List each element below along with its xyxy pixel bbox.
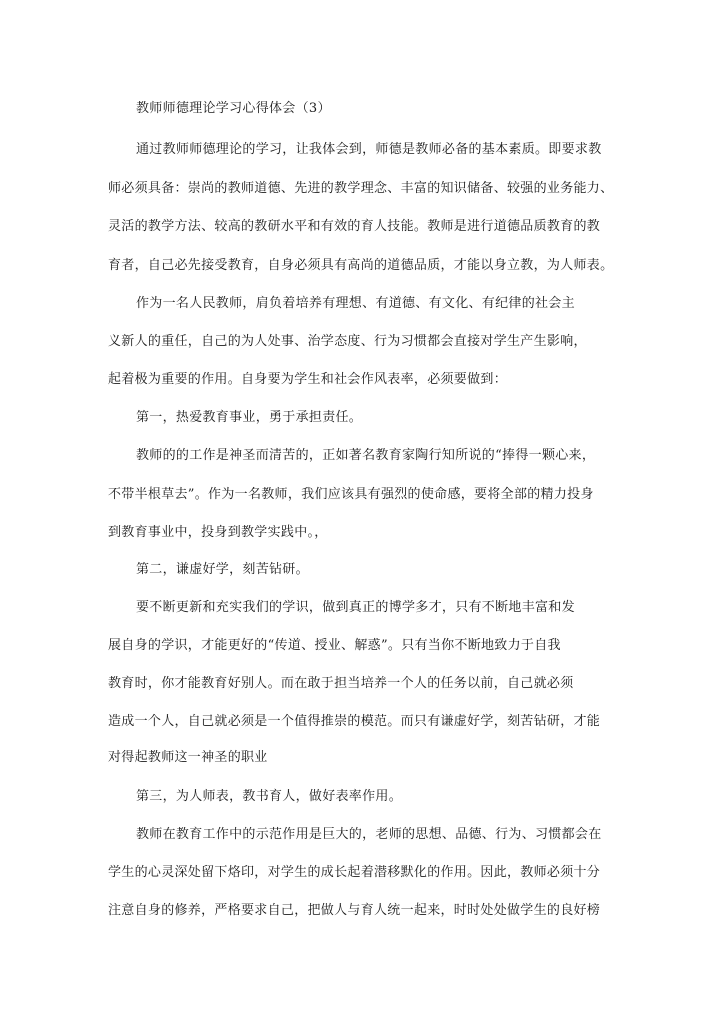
text-line: 义新人的重任，自己的为人处事、治学态度、行为习惯都会直接对学生产生影响， xyxy=(108,334,587,349)
text-line: 通过教师师德理论的学习，让我体会到，师德是教师必备的基本素质。即要求教 xyxy=(136,142,602,157)
text-line: 教育时，你才能教育好别人。而在敢于担当培养一个人的任务以前，自己就必须 xyxy=(108,676,574,691)
section-heading: 第一，热爱教育事业，勇于承担责任。 xyxy=(136,410,363,425)
text-line: 要不断更新和充实我们的学识，做到真正的博学多才，只有不断地丰富和发 xyxy=(136,600,575,615)
text-line: 灵活的教学方法、较高的教研水平和有效的育人技能。教师是进行道德品质教育的教 xyxy=(108,219,601,234)
text-line: 教师的的工作是神圣而清苦的，正如著名教育家陶行知所说的“捧得一颗心来， xyxy=(136,448,596,463)
text-line: 造成一个人，自己就必须是一个值得推崇的模范。而只有谦虚好学，刻苦钻研，才能 xyxy=(108,714,601,729)
text-line: 起着极为重要的作用。自身要为学生和社会作风表率，必须要做到： xyxy=(108,372,508,387)
text-line: 展自身的学识，才能更好的“传道、授业、解惑”。只有当你不断地致力于自我 xyxy=(108,638,561,653)
text-line: 到教育事业中，投身到教学实践中。， xyxy=(108,525,328,540)
document-title: 教师师德理论学习心得体会（3） xyxy=(136,101,331,116)
text-line: 教师在教育工作中的示范作用是巨大的，老师的思想、品德、行为、习惯都会在 xyxy=(136,827,602,842)
text-line: 师必须具备：崇尚的教师道德、先进的教学理念、丰富的知识储备、较强的业务能力、 xyxy=(108,181,614,196)
section-heading: 第三，为人师表，教书育人，做好表率作用。 xyxy=(136,789,403,804)
section-heading: 第二，谦虚好学，刻苦钻研。 xyxy=(136,562,309,577)
text-line: 作为一名人民教师，肩负着培养有理想、有道德、有文化、有纪律的社会主 xyxy=(136,296,575,311)
text-line: 育者，自己必先接受教育，自身必须具有高尚的道德品质，才能以身立教，为人师表。 xyxy=(108,258,614,273)
text-line: 对得起教师这一神圣的职业 xyxy=(108,750,268,765)
text-line: 注意自身的修养，严格要求自己，把做人与育人统一起来，时时处处做学生的良好榜 xyxy=(108,903,601,918)
text-line: 学生的心灵深处留下烙印，对学生的成长起着潜移默化的作用。因此，教师必须十分 xyxy=(108,865,601,880)
text-line: 不带半根草去”。作为一名教师，我们应该具有强烈的使命感，要将全部的精力投身 xyxy=(108,487,594,502)
